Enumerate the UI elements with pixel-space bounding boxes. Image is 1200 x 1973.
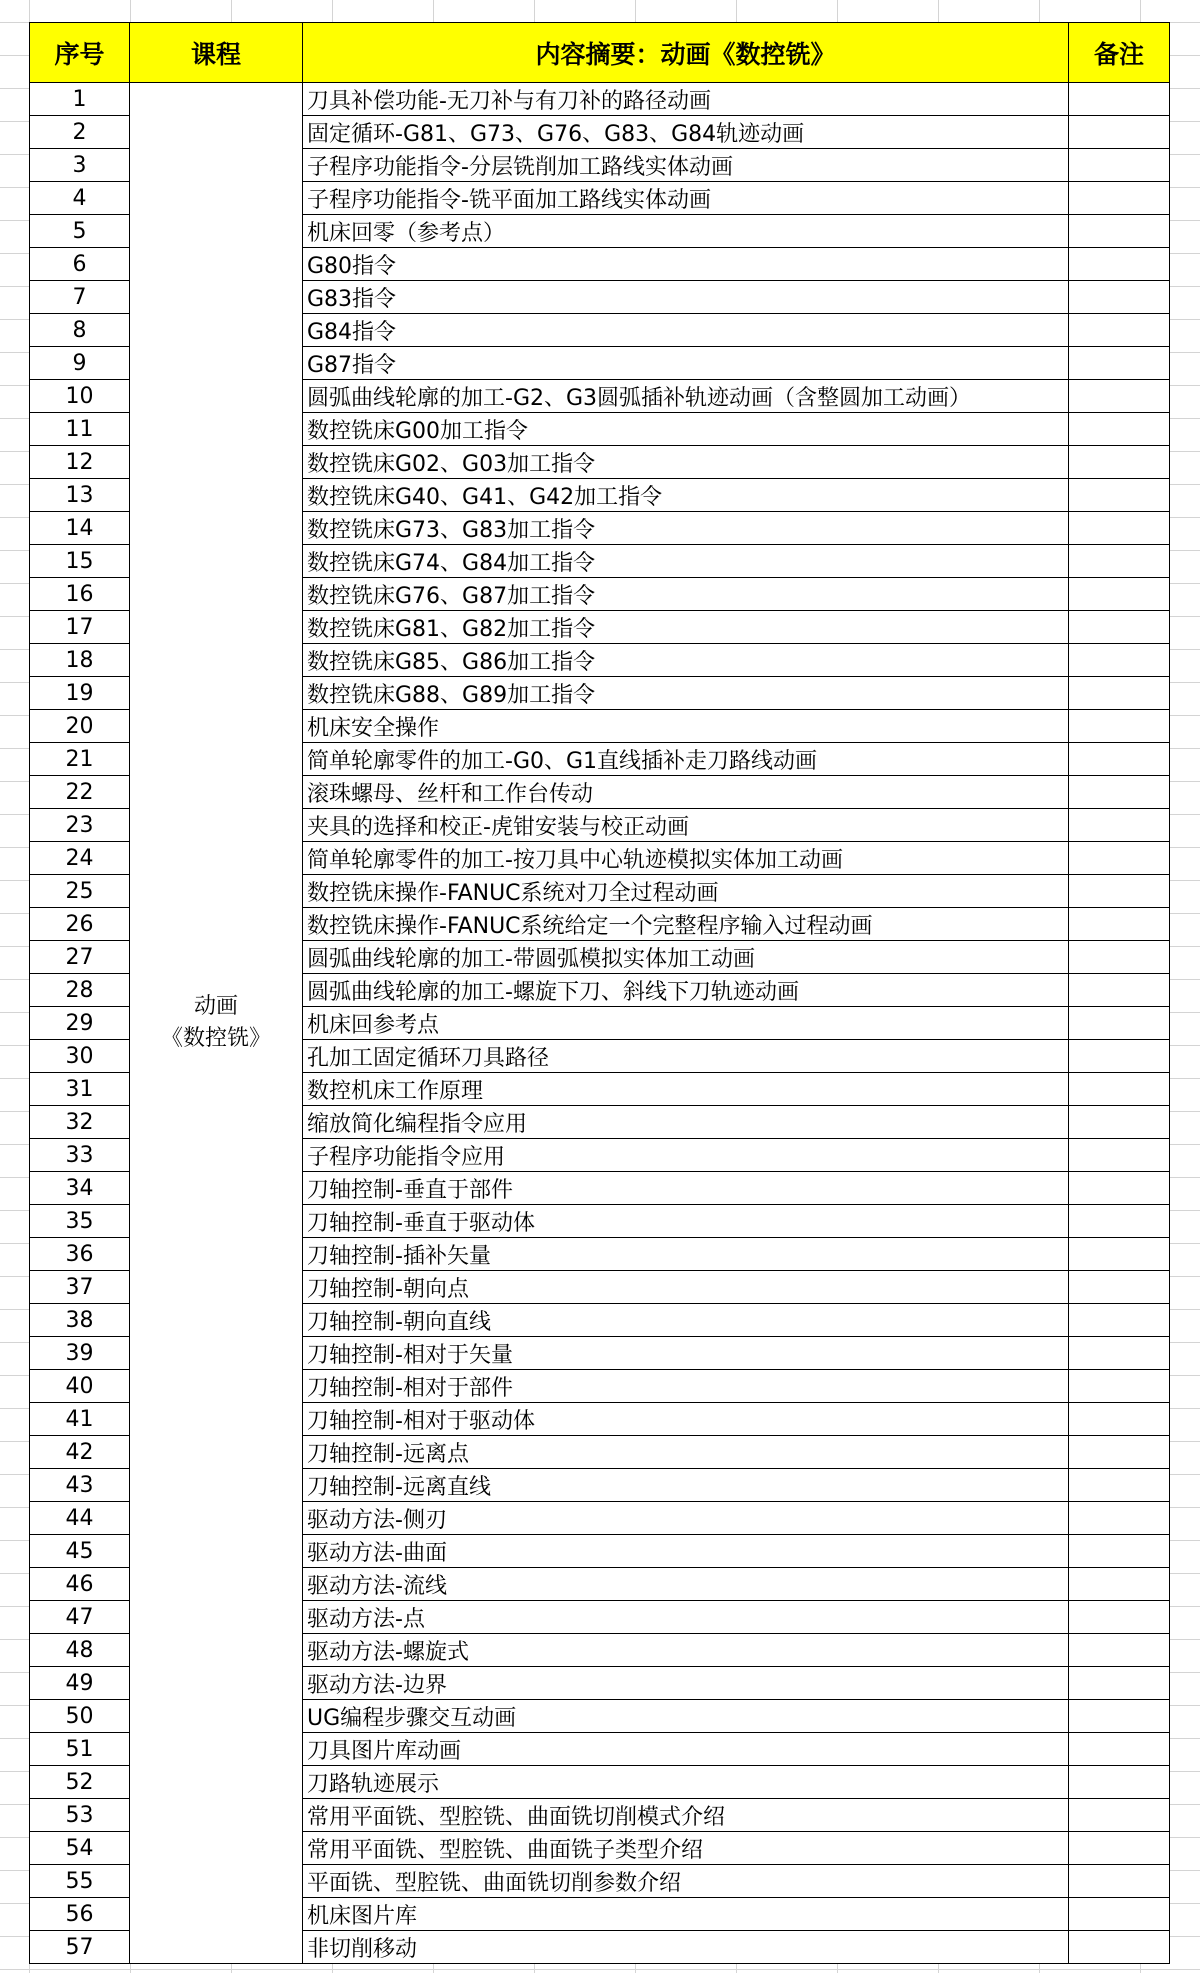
cell-num[interactable]: 22	[30, 776, 130, 809]
cell-remarks[interactable]	[1069, 743, 1170, 776]
cell-content[interactable]: 夹具的选择和校正-虎钳安装与校正动画	[303, 809, 1069, 842]
cell-remarks[interactable]	[1069, 1370, 1170, 1403]
cell-num[interactable]: 6	[30, 248, 130, 281]
cell-content[interactable]: 刀轴控制-远离点	[303, 1436, 1069, 1469]
cell-remarks[interactable]	[1069, 413, 1170, 446]
cell-remarks[interactable]	[1069, 1304, 1170, 1337]
cell-remarks[interactable]	[1069, 809, 1170, 842]
cell-num[interactable]: 44	[30, 1502, 130, 1535]
cell-num[interactable]: 25	[30, 875, 130, 908]
cell-num[interactable]: 24	[30, 842, 130, 875]
cell-content[interactable]: 数控铣床G81、G82加工指令	[303, 611, 1069, 644]
cell-content[interactable]: 简单轮廓零件的加工-G0、G1直线插补走刀路线动画	[303, 743, 1069, 776]
cell-remarks[interactable]	[1069, 116, 1170, 149]
cell-num[interactable]: 28	[30, 974, 130, 1007]
cell-num[interactable]: 51	[30, 1733, 130, 1766]
cell-num[interactable]: 54	[30, 1832, 130, 1865]
cell-num[interactable]: 8	[30, 314, 130, 347]
table-row	[30, 83, 1170, 116]
cell-num[interactable]: 53	[30, 1799, 130, 1832]
cell-remarks[interactable]	[1069, 1469, 1170, 1502]
cell-remarks[interactable]	[1069, 1568, 1170, 1601]
cell-remarks[interactable]	[1069, 644, 1170, 677]
cell-remarks[interactable]	[1069, 1634, 1170, 1667]
cell-remarks[interactable]	[1069, 1502, 1170, 1535]
cell-remarks[interactable]	[1069, 182, 1170, 215]
cell-num[interactable]: 18	[30, 644, 130, 677]
cell-num[interactable]: 45	[30, 1535, 130, 1568]
cell-content[interactable]: 机床安全操作	[303, 710, 1069, 743]
cell-remarks[interactable]	[1069, 578, 1170, 611]
cell-remarks[interactable]	[1069, 1238, 1170, 1271]
cell-remarks[interactable]	[1069, 1766, 1170, 1799]
cell-num[interactable]: 9	[30, 347, 130, 380]
cell-content[interactable]: 数控机床工作原理	[303, 1073, 1069, 1106]
cell-remarks[interactable]	[1069, 1733, 1170, 1766]
cell-remarks[interactable]	[1069, 1799, 1170, 1832]
cell-remarks[interactable]	[1069, 908, 1170, 941]
cell-remarks[interactable]	[1069, 1898, 1170, 1931]
cell-content[interactable]: 驱动方法-边界	[303, 1667, 1069, 1700]
cell-content[interactable]: 简单轮廓零件的加工-按刀具中心轨迹模拟实体加工动画	[303, 842, 1069, 875]
cell-remarks[interactable]	[1069, 149, 1170, 182]
cell-num[interactable]: 46	[30, 1568, 130, 1601]
cell-num[interactable]: 16	[30, 578, 130, 611]
cell-remarks[interactable]	[1069, 1172, 1170, 1205]
table-body	[30, 83, 1170, 1964]
cell-remarks[interactable]	[1069, 512, 1170, 545]
cell-content[interactable]: 刀具图片库动画	[303, 1733, 1069, 1766]
cell-num[interactable]: 47	[30, 1601, 130, 1634]
cell-num[interactable]: 19	[30, 677, 130, 710]
cell-num[interactable]: 55	[30, 1865, 130, 1898]
cell-remarks[interactable]	[1069, 446, 1170, 479]
cell-content[interactable]: 圆弧曲线轮廓的加工-带圆弧模拟实体加工动画	[303, 941, 1069, 974]
cell-remarks[interactable]	[1069, 1832, 1170, 1865]
cell-num[interactable]: 36	[30, 1238, 130, 1271]
cell-content[interactable]: 刀轴控制-插补矢量	[303, 1238, 1069, 1271]
cell-content[interactable]: 驱动方法-侧刃	[303, 1502, 1069, 1535]
cell-content[interactable]: 子程序功能指令-铣平面加工路线实体动画	[303, 182, 1069, 215]
cell-num[interactable]: 13	[30, 479, 130, 512]
cell-content[interactable]: 机床图片库	[303, 1898, 1069, 1931]
cell-num[interactable]: 35	[30, 1205, 130, 1238]
cell-num[interactable]: 34	[30, 1172, 130, 1205]
cell-remarks[interactable]	[1069, 1436, 1170, 1469]
cell-content[interactable]: 驱动方法-点	[303, 1601, 1069, 1634]
cell-content[interactable]: 刀轴控制-相对于部件	[303, 1370, 1069, 1403]
cell-content[interactable]: 常用平面铣、型腔铣、曲面铣切削模式介绍	[303, 1799, 1069, 1832]
cell-num[interactable]: 48	[30, 1634, 130, 1667]
cell-num[interactable]: 57	[30, 1931, 130, 1964]
cell-content[interactable]: 圆弧曲线轮廓的加工-螺旋下刀、斜线下刀轨迹动画	[303, 974, 1069, 1007]
cell-remarks[interactable]	[1069, 974, 1170, 1007]
cell-num[interactable]: 7	[30, 281, 130, 314]
cell-content[interactable]: 数控铣床G76、G87加工指令	[303, 578, 1069, 611]
cell-remarks[interactable]	[1069, 1040, 1170, 1073]
cell-remarks[interactable]	[1069, 875, 1170, 908]
cell-num[interactable]: 50	[30, 1700, 130, 1733]
cell-remarks[interactable]	[1069, 677, 1170, 710]
cell-remarks[interactable]	[1069, 1337, 1170, 1370]
cell-num[interactable]: 41	[30, 1403, 130, 1436]
cell-content[interactable]: 数控铣床操作-FANUC系统对刀全过程动画	[303, 875, 1069, 908]
cell-content[interactable]: 刀轴控制-朝向直线	[303, 1304, 1069, 1337]
cell-num[interactable]: 29	[30, 1007, 130, 1040]
cell-num[interactable]: 27	[30, 941, 130, 974]
cell-content[interactable]: 刀轴控制-垂直于部件	[303, 1172, 1069, 1205]
cell-content[interactable]: G84指令	[303, 314, 1069, 347]
cell-num[interactable]: 30	[30, 1040, 130, 1073]
cell-content[interactable]: 驱动方法-曲面	[303, 1535, 1069, 1568]
cell-remarks[interactable]	[1069, 1601, 1170, 1634]
header-row	[30, 23, 1170, 83]
cell-num[interactable]: 17	[30, 611, 130, 644]
cell-content[interactable]: 刀轴控制-朝向点	[303, 1271, 1069, 1304]
course-line-2: 《数控铣》	[160, 1026, 271, 1051]
cell-content[interactable]: 子程序功能指令应用	[303, 1139, 1069, 1172]
cell-num[interactable]: 12	[30, 446, 130, 479]
cell-remarks[interactable]	[1069, 545, 1170, 578]
cell-remarks[interactable]	[1069, 248, 1170, 281]
cell-num[interactable]: 3	[30, 149, 130, 182]
cell-remarks[interactable]	[1069, 380, 1170, 413]
cell-content[interactable]: G87指令	[303, 347, 1069, 380]
cell-num[interactable]: 43	[30, 1469, 130, 1502]
cell-content[interactable]: 数控铣床G02、G03加工指令	[303, 446, 1069, 479]
cell-content[interactable]: 孔加工固定循环刀具路径	[303, 1040, 1069, 1073]
cell-content[interactable]: 数控铣床G88、G89加工指令	[303, 677, 1069, 710]
cell-remarks[interactable]	[1069, 1535, 1170, 1568]
cell-content[interactable]: 平面铣、型腔铣、曲面铣切削参数介绍	[303, 1865, 1069, 1898]
cell-remarks[interactable]	[1069, 710, 1170, 743]
cell-remarks[interactable]	[1069, 1931, 1170, 1964]
cell-num[interactable]: 37	[30, 1271, 130, 1304]
cell-num[interactable]: 5	[30, 215, 130, 248]
cell-content[interactable]: 刀轴控制-相对于矢量	[303, 1337, 1069, 1370]
cell-content[interactable]: 驱动方法-螺旋式	[303, 1634, 1069, 1667]
cell-remarks[interactable]	[1069, 611, 1170, 644]
cell-num[interactable]: 31	[30, 1073, 130, 1106]
cell-remarks[interactable]	[1069, 83, 1170, 116]
cell-remarks[interactable]	[1069, 842, 1170, 875]
header-remarks[interactable]: 备注	[1069, 23, 1170, 83]
cell-content[interactable]: UG编程步骤交互动画	[303, 1700, 1069, 1733]
cell-num[interactable]: 10	[30, 380, 130, 413]
cell-remarks[interactable]	[1069, 479, 1170, 512]
cell-remarks[interactable]	[1069, 1667, 1170, 1700]
cell-num[interactable]: 49	[30, 1667, 130, 1700]
cell-num[interactable]: 33	[30, 1139, 130, 1172]
cell-num[interactable]: 21	[30, 743, 130, 776]
cell-course-merged[interactable]	[130, 83, 303, 1964]
cell-remarks[interactable]	[1069, 215, 1170, 248]
cell-remarks[interactable]	[1069, 1700, 1170, 1733]
cell-remarks[interactable]	[1069, 1205, 1170, 1238]
cell-num[interactable]: 52	[30, 1766, 130, 1799]
cell-num[interactable]: 40	[30, 1370, 130, 1403]
cell-content[interactable]: 圆弧曲线轮廓的加工-G2、G3圆弧插补轨迹动画（含整圆加工动画）	[303, 380, 1069, 413]
cell-content[interactable]: 刀路轨迹展示	[303, 1766, 1069, 1799]
cell-num[interactable]: 1	[30, 83, 130, 116]
cell-content[interactable]: 驱动方法-流线	[303, 1568, 1069, 1601]
cell-num[interactable]: 23	[30, 809, 130, 842]
header-content[interactable]: 内容摘要：动画《数控铣》	[303, 23, 1069, 83]
cell-num[interactable]: 15	[30, 545, 130, 578]
cell-num[interactable]: 26	[30, 908, 130, 941]
cell-content[interactable]: 机床回参考点	[303, 1007, 1069, 1040]
header-course[interactable]: 课程	[130, 23, 303, 83]
cell-remarks[interactable]	[1069, 1007, 1170, 1040]
cell-num[interactable]: 4	[30, 182, 130, 215]
cell-num[interactable]: 38	[30, 1304, 130, 1337]
cell-remarks[interactable]	[1069, 776, 1170, 809]
cell-content[interactable]: 数控铣床G85、G86加工指令	[303, 644, 1069, 677]
cell-remarks[interactable]	[1069, 1106, 1170, 1139]
cell-content[interactable]: G80指令	[303, 248, 1069, 281]
cell-content[interactable]: 数控铣床G40、G41、G42加工指令	[303, 479, 1069, 512]
cell-content[interactable]: 刀轴控制-相对于驱动体	[303, 1403, 1069, 1436]
cell-num[interactable]: 14	[30, 512, 130, 545]
cell-remarks[interactable]	[1069, 941, 1170, 974]
cell-remarks[interactable]	[1069, 314, 1170, 347]
course-line-1: 动画	[193, 994, 238, 1019]
cell-content[interactable]: 数控铣床G73、G83加工指令	[303, 512, 1069, 545]
cell-num[interactable]: 42	[30, 1436, 130, 1469]
cell-remarks[interactable]	[1069, 1073, 1170, 1106]
cell-content[interactable]: 数控铣床G74、G84加工指令	[303, 545, 1069, 578]
cell-content[interactable]: 机床回零（参考点）	[303, 215, 1069, 248]
cell-remarks[interactable]	[1069, 347, 1170, 380]
cell-remarks[interactable]	[1069, 1403, 1170, 1436]
cell-num[interactable]: 11	[30, 413, 130, 446]
cell-remarks[interactable]	[1069, 1271, 1170, 1304]
cell-content[interactable]: 滚珠螺母、丝杆和工作台传动	[303, 776, 1069, 809]
cell-content[interactable]: 数控铣床G00加工指令	[303, 413, 1069, 446]
header-num[interactable]: 序号	[30, 23, 130, 83]
cell-num[interactable]: 39	[30, 1337, 130, 1370]
cell-content[interactable]: 数控铣床操作-FANUC系统给定一个完整程序输入过程动画	[303, 908, 1069, 941]
cell-content[interactable]: 非切削移动	[303, 1931, 1069, 1964]
cell-content[interactable]: 刀轴控制-远离直线	[303, 1469, 1069, 1502]
cell-content[interactable]: G83指令	[303, 281, 1069, 314]
cell-num[interactable]: 20	[30, 710, 130, 743]
cell-content[interactable]: 固定循环-G81、G73、G76、G83、G84轨迹动画	[303, 116, 1069, 149]
cell-remarks[interactable]	[1069, 1139, 1170, 1172]
cell-remarks[interactable]	[1069, 281, 1170, 314]
cell-content[interactable]: 常用平面铣、型腔铣、曲面铣子类型介绍	[303, 1832, 1069, 1865]
cell-content[interactable]: 子程序功能指令-分层铣削加工路线实体动画	[303, 149, 1069, 182]
content-table	[29, 22, 1170, 1964]
cell-content[interactable]: 刀轴控制-垂直于驱动体	[303, 1205, 1069, 1238]
cell-num[interactable]: 56	[30, 1898, 130, 1931]
cell-content[interactable]: 缩放简化编程指令应用	[303, 1106, 1069, 1139]
cell-num[interactable]: 32	[30, 1106, 130, 1139]
cell-content[interactable]: 刀具补偿功能-无刀补与有刀补的路径动画	[303, 83, 1069, 116]
cell-remarks[interactable]	[1069, 1865, 1170, 1898]
cell-num[interactable]: 2	[30, 116, 130, 149]
